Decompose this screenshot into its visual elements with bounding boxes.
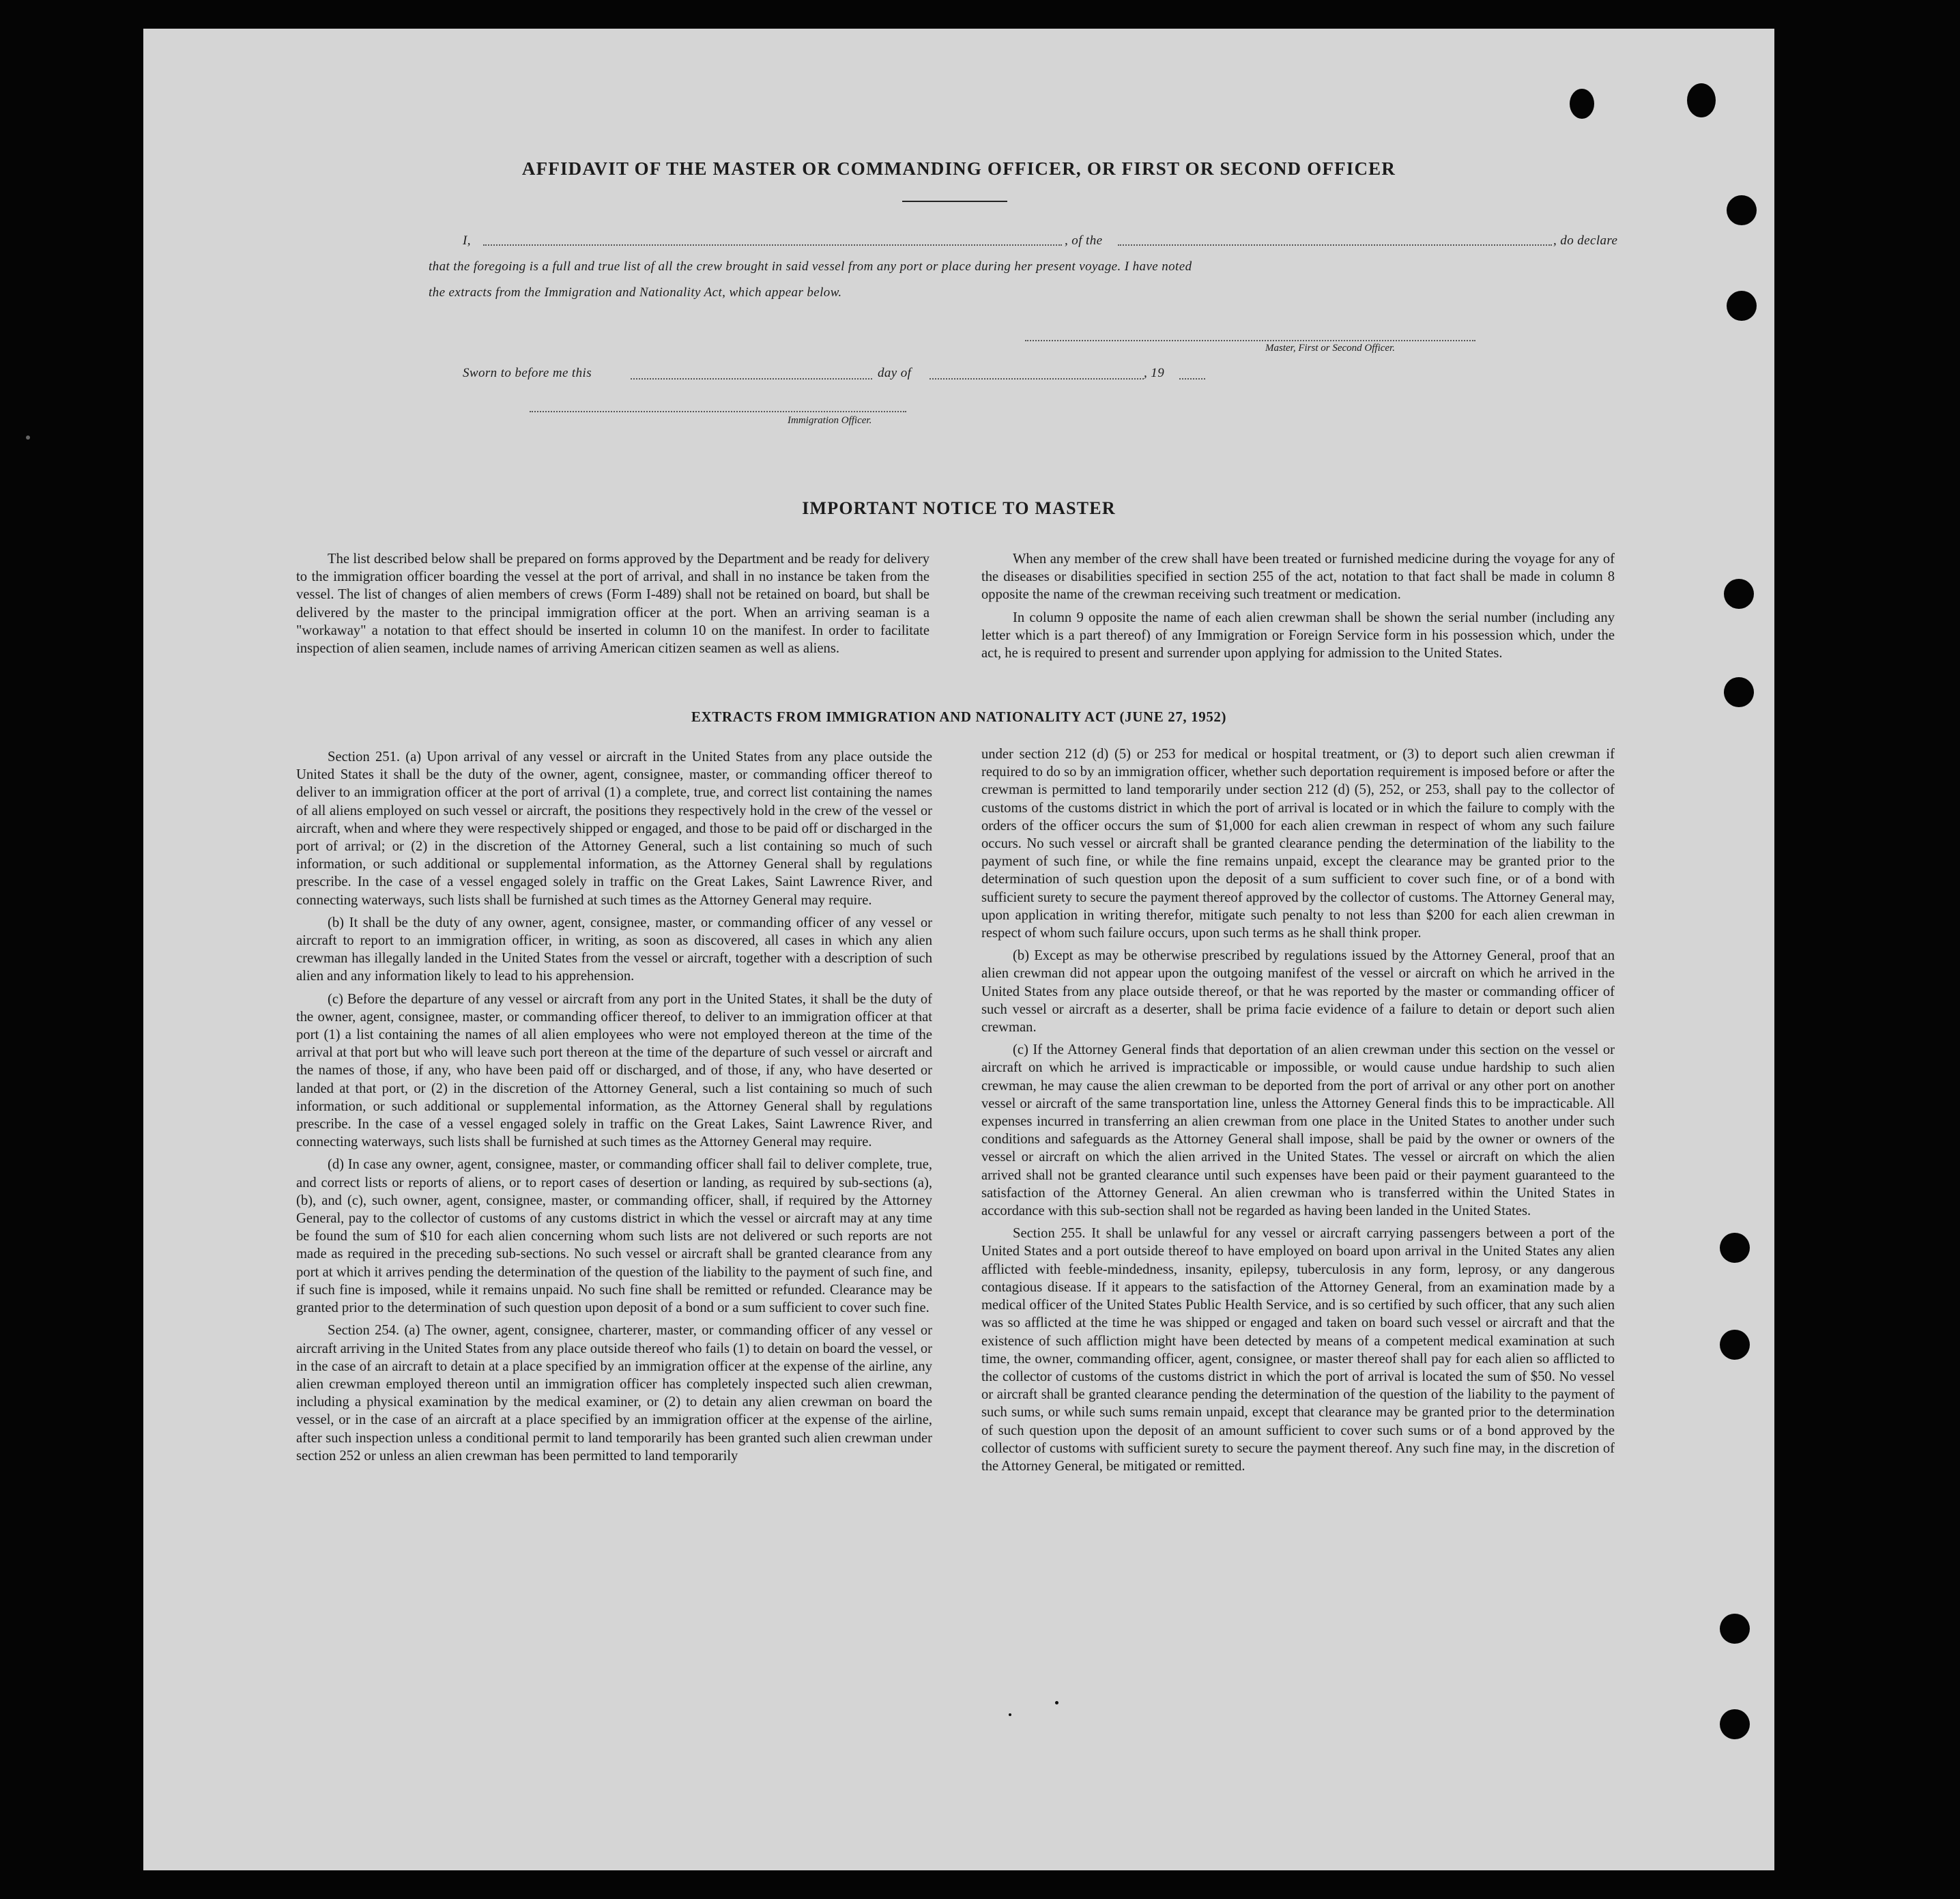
- master-signature-label: Master, First or Second Officer.: [1265, 343, 1395, 354]
- sworn-prefix: Sworn to before me this: [463, 366, 592, 380]
- master-signature-line: [1025, 340, 1475, 341]
- speck: [1055, 1701, 1058, 1704]
- notice-heading: IMPORTANT NOTICE TO MASTER: [802, 498, 1116, 518]
- punch-hole: [1687, 83, 1716, 117]
- sworn-month-blank: [929, 378, 1144, 380]
- section-251-c: (c) Before the departure of any vessel or aircraft from any port in the United States, it shall be the duty of the owner, agent, consignee, master, or commanding officer thereof, to deliver to an immigration officer at that port (1) a list containing the names of all alien employees who were not employed thereon at the time of the arrival at that port but who will leave such port thereon at the time of the departure of such vessel or aircraft and the names of those, if any, who have been paid off or discharged, and of those, if any, who have deserted or landed at that port, or (2) in the discretion of the Attorney General, such a list containing so much of such information, or such additional or supplemental information, as the Attorney General shall by regulations prescribe. In the case of a vessel engaged solely in traffic on the Great Lakes, Saint Lawrence River, and connecting waterways, such lists shall be furnished at such times as the Attorney General may require.: [296, 991, 932, 1150]
- punch-hole: [1570, 89, 1594, 119]
- vessel-blank: [1118, 244, 1552, 246]
- immigration-signature-label: Immigration Officer.: [788, 415, 872, 426]
- sworn-day-blank: [631, 378, 872, 380]
- affidavit-title: AFFIDAVIT OF THE MASTER OR COMMANDING OFFICER, OR FIRST OR SECOND OFFICER: [521, 158, 1396, 179]
- section-254-b: (b) Except as may be otherwise prescribed by regulations issued by the Attorney General, proof that an alien crewman did not appear upon the outgoing manifest of the vessel or aircraft on which he arrived in the United States from any place outside thereof, or that he was reported by the master or commanding officer of such vessel or aircraft as a deserter, shall be prima facie evidence of a failure to detain or deport such alien crewman.: [981, 948, 1615, 1036]
- punch-hole: [1727, 291, 1757, 321]
- decl-line-3: the extracts from the Immigration and Nationality Act, which appear below.: [429, 285, 842, 300]
- notice-right-paragraph-2: In column 9 opposite the name of each alien crewman shall be shown the serial number (including any letter which is a part thereof) of any Immigration or Foreign Service form in his possession which, under the act, he is required to present and surrender upon applying for admission to the United States.: [981, 610, 1615, 661]
- notice-right-column: [981, 550, 1615, 667]
- punch-hole: [1720, 1233, 1750, 1263]
- section-251-a: Section 251. (a) Upon arrival of any vessel or aircraft in the United States from any place outside the United States it shall be the duty of the owner, agent, consignee, master, or commanding officer thereof to deliver to an immigration officer at the port of arrival (1) a complete, true, and correct list containing the names of all aliens employed on such vessel or aircraft, the positions they respectively hold in the crew of the vessel or aircraft, when and where they were respectively shipped or engaged, and those to be paid off or discharged in the port of arrival; or (2) in the discretion of the Attorney General, such a list containing so much of such information, or such additional or supplemental information, as the Attorney General shall by regulations prescribe. In the case of a vessel engaged solely in traffic on the Great Lakes, Saint Lawrence River, and connecting waterways, such lists shall be furnished at such times as the Attorney General may require.: [296, 749, 932, 908]
- extracts-heading: EXTRACTS FROM IMMIGRATION AND NATIONALITY ACT (JUNE 27, 1952): [691, 709, 1227, 725]
- notice-right-paragraph-1: When any member of the crew shall have been treated or furnished medicine during the voyage for any of the diseases or disabilities specified in section 255 of the act, notation to that fact shall be made in column 8 opposite the name of the crewman receiving such treatment or medication.: [981, 552, 1615, 603]
- section-255: Section 255. It shall be unlawful for any vessel or aircraft carrying passengers between a port of the United States and a port outside thereof to have employed on board upon arrival in the United States any alien afflicted with feeble-mindedness, insanity, epilepsy, tuberculosis in any form, leprosy, or any dangerous contagious disease. If it appears to the satisfaction of the Attorney General, from an examination made by a medical officer of the United States Public Health Service, and is so certified by such officer, that any such alien was so afflicted at the time he was shipped or engaged and taken on board such vessel or aircraft and that the existence of such affliction might have been detected by means of a competent medical examination at such time, the owner, commanding officer, agent, consignee, or master thereof shall pay for each alien so afflicted to the collector of customs of the customs district in which the port of arrival is located the sum of $50. No vessel or aircraft shall be granted clearance pending the determination of the question of the liability to the payment of such sums, or while such sums remain unpaid, except that clearance may be granted prior to the determination of such question upon the deposit of an amount sufficient to cover such sums or of a bond approved by the collector of customs with sufficient surety to secure the payment thereof. Any such fine may, in the discretion of the Attorney General, be mitigated or remitted.: [981, 1226, 1615, 1474]
- section-251-b: (b) It shall be the duty of any owner, agent, consignee, master, or commanding officer of any vessel or aircraft to report to an immigration officer, in writing, as soon as discovered, all cases in which any alien crewman has illegally landed in the United States from the vessel or aircraft, together with a description of such alien and any information likely to lead to his apprehension.: [296, 915, 932, 984]
- speck: [1009, 1713, 1011, 1716]
- title-rule: [902, 201, 1007, 202]
- decl-of-the: , of the: [1065, 233, 1103, 248]
- section-254-a-continued: under section 212 (d) (5) or 253 for medical or hospital treatment, or (3) to deport such alien crewman if required to do so by an immigration officer, whether such deportation requirement is imposed before or after the crewman is permitted to land temporarily under section 212 (d) (5), 252, or 253, shall pay to the collector of customs of the customs district in which the port of arrival is located or in which the failure to comply with the orders of the officer occurs the sum of $1,000 for each alien crewman in respect of whom any such failure occurs. No such vessel or aircraft shall be granted clearance pending the determination of the liability to the payment of such fine, or while the fine remains unpaid, except the clearance may be granted prior to the determination of such question upon the deposit of a sum sufficient to cover such fine, or of a bond with sufficient surety to secure the payment thereof approved by the collector of customs. The Attorney General may, upon application in writing therefor, mitigate such penalty to not less than $200 for each alien crewman in respect of whom such failure occurs, upon such terms as he shall think proper.: [981, 747, 1615, 941]
- punch-hole: [1720, 1614, 1750, 1644]
- sworn-year: , 19: [1144, 366, 1165, 380]
- decl-i: I,: [463, 233, 471, 248]
- decl-do-declare: , do declare: [1553, 233, 1618, 248]
- punch-hole: [1720, 1330, 1750, 1360]
- section-254-c: (c) If the Attorney General finds that deportation of an alien crewman under this section on the vessel or aircraft on which he arrived is impracticable or impossible, or would cause undue hardship to such alien crewman, he may cause the alien crewman to be deported from the port of arrival or any other port on another vessel or aircraft of the same transportation line, unless the Attorney General finds this to be impracticable. All expenses incurred in transferring an alien crewman from one place in the United States to another under such conditions and safeguards as the Attorney General shall impose, shall be paid by the owner or owners of the vessel or aircraft on which the alien arrived in the United States. The vessel or aircraft on which the alien arrived shall not be granted clearance until such expenses have been paid or their payment guaranteed to the satisfaction of the Attorney General. An alien crewman who is transferred within the United States in accordance with this sub-section shall not be regarded as having been landed in the United States.: [981, 1042, 1615, 1219]
- decl-line-2: that the foregoing is a full and true list of all the crew brought in said vessel from any port or place during her present voyage. I have noted: [429, 259, 1192, 274]
- punch-hole: [1724, 677, 1754, 707]
- immigration-signature-line: [530, 411, 906, 412]
- extracts-left-column: [296, 748, 932, 1470]
- section-251-d: (d) In case any owner, agent, consignee, master, or commanding officer shall fail to deliver complete, true, and correct lists or reports of aliens, or to report cases of desertion or landing, as required by sub-sections (a), (b), and (c), such owner, agent, consignee, master, or commanding officer, shall, if required by the Attorney General, pay to the collector of customs of any customs district in which the vessel or aircraft may at any time be found the sum of $10 for each alien concerning whom such lists are not delivered or such reports are not made as required in the preceding sub-sections. No such vessel or aircraft shall be granted clearance from any port at which it arrives pending the determination of the question of the liability to the payment of such fine, and if such fine is imposed, while it remains unpaid. No such fine shall be remitted or refunded. Clearance may be granted prior to the determination of such question upon deposit of a bond or a sum sufficient to cover such fine.: [296, 1157, 932, 1316]
- punch-hole: [1724, 579, 1754, 609]
- extracts-right-column: [981, 745, 1615, 1480]
- name-blank: [483, 244, 1062, 246]
- notice-left-paragraph: The list described below shall be prepared on forms approved by the Department and be ready for delivery to the immigration officer boarding the vessel at the port of arrival, and shall in no instance be taken from the vessel. The list of changes of alien members of crews (Form I-489) shall not be retained on board, but shall be delivered by the master to the principal immigration officer at the port. When an arriving seaman is a "workaway" a notation to that effect should be inserted in column 10 on the manifest. In order to facilitate inspection of alien seamen, include names of arriving American citizen seamen as well as aliens.: [296, 552, 929, 657]
- sworn-year-blank: [1179, 378, 1205, 380]
- punch-hole: [1727, 195, 1757, 225]
- speck: [26, 436, 30, 440]
- sworn-day-of: day of: [878, 366, 912, 380]
- punch-hole: [1720, 1709, 1750, 1739]
- section-254-a: Section 254. (a) The owner, agent, consignee, charterer, master, or commanding officer of any vessel or aircraft arriving in the United States from any place outside thereof who fails (1) to detain on board the vessel, or in the case of an aircraft to detain at a place specified by an immigration officer at the expense of the airline, any alien crewman employed thereon until an immigration officer has completely inspected such alien crewman, including a physical examination by the medical examiner, or (2) to detain any alien crewman on board the vessel, or in the case of an aircraft at a place specified by an immigration officer at the expense of the airline, after such inspection unless a conditional permit to land temporarily has been granted such alien crewman under section 252 or unless an alien crewman has been permitted to land temporarily: [296, 1323, 932, 1463]
- notice-left-column: [296, 550, 929, 662]
- document-page: [143, 29, 1774, 1870]
